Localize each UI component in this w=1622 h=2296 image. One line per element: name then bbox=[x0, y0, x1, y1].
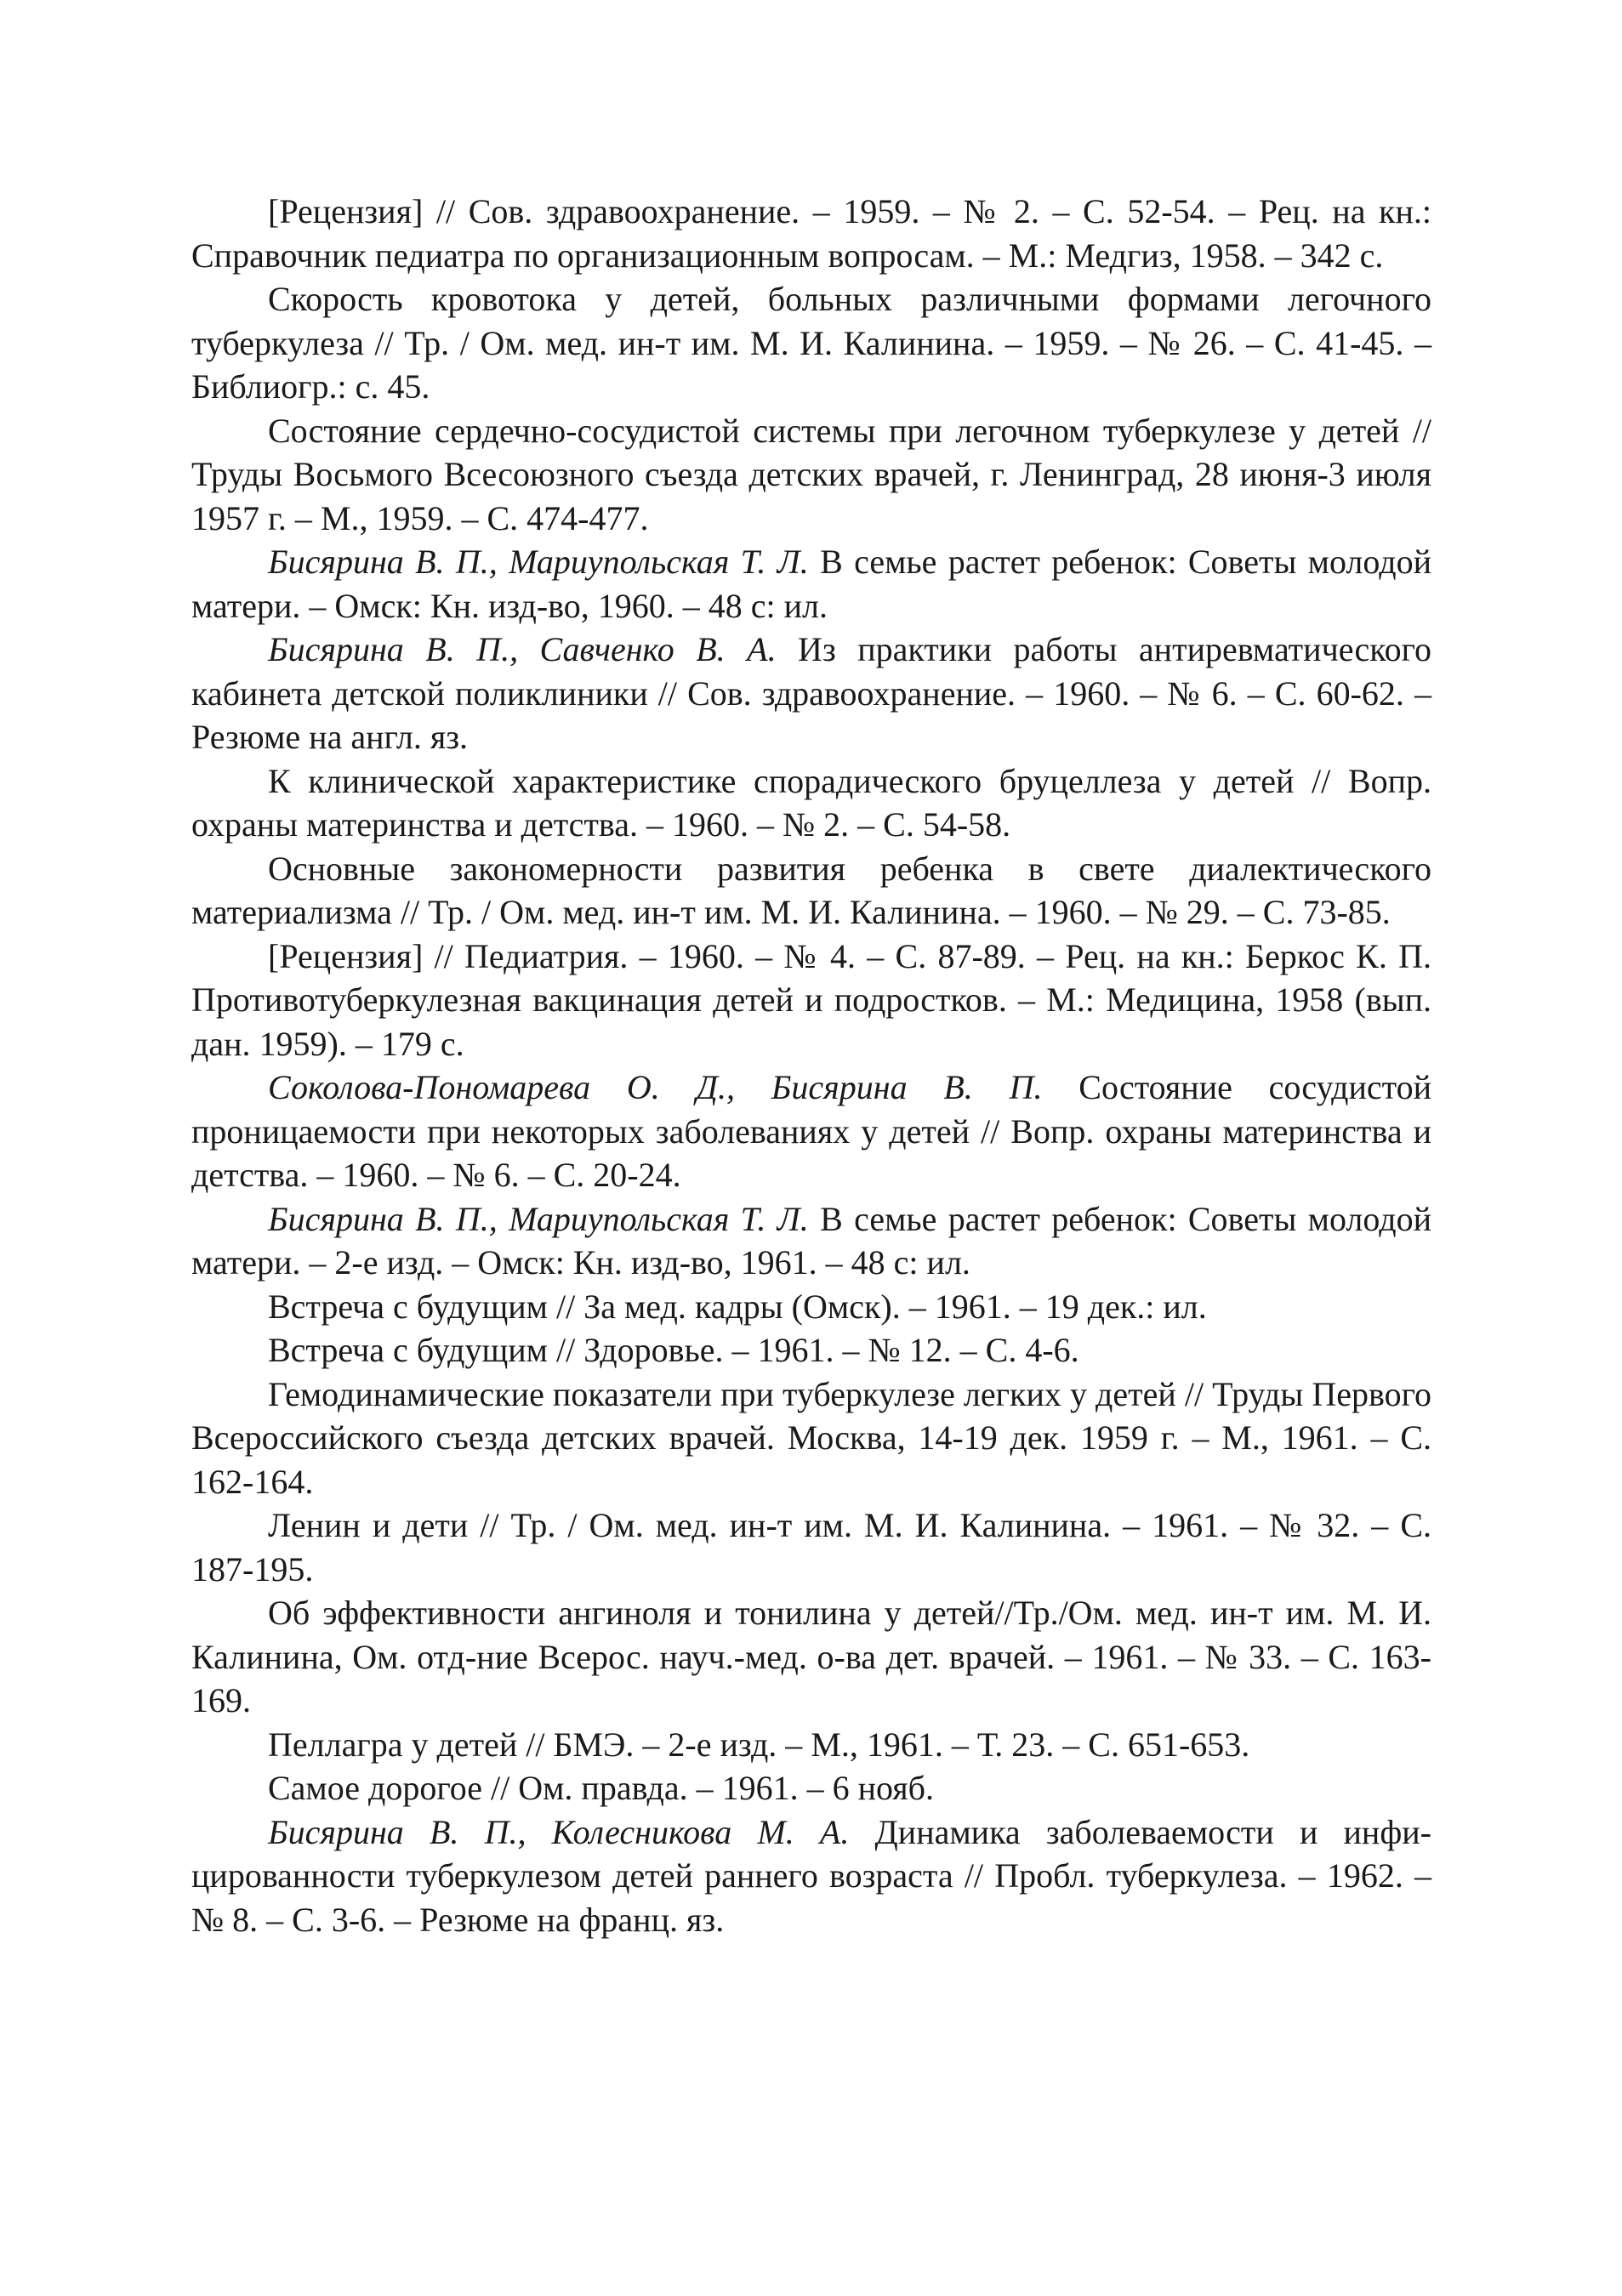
entry-text: Об эффективности ангиноля и тонилина у детей//Тр./Ом. мед. ин-т им. М. И. Калинина, Ом. отд-ние Всерос. науч.-мед. о-ва дет. врачей. – 1961. – № 33. – С. 163-169. bbox=[191, 1594, 1431, 1719]
entry-text: К клинической характеристике спорадического бруцеллеза у детей // Вопр. охраны материнства и детства. – 1960. – № 2. – С. 54-58. bbox=[191, 761, 1431, 844]
entry-text: В семье растет ребенок: Советы молодой матери. – 2-е изд. – Омск: Кн. изд-во, 1961. – 48 с: ил. bbox=[191, 1199, 1431, 1282]
bibliography-entry bbox=[191, 1723, 1431, 1767]
entry-authors: Бисярина В. П., Мариупольская Т. Л. bbox=[268, 543, 809, 581]
bibliography-entry bbox=[191, 1372, 1431, 1504]
bibliography-entry bbox=[191, 847, 1431, 935]
bibliography-entry bbox=[191, 1766, 1431, 1810]
entry-text: Встреча с будущим // За мед. кадры (Омск). – 1961. – 19 дек.: ил. bbox=[268, 1287, 1207, 1326]
entry-text: Основные закономерности развития ребенка в свете диалектического материализма // Тр. / Ом. мед. ин-т им. М. И. Калинина. – 1960. – № 29. – С. 73-85. bbox=[191, 849, 1431, 931]
entry-text: Встреча с будущим // Здоровье. – 1961. – № 12. – С. 4-6. bbox=[268, 1331, 1079, 1369]
entry-text: Пеллагра у детей // БМЭ. – 2-е изд. – М., 1961. – Т. 23. – С. 651-653. bbox=[268, 1725, 1250, 1764]
entry-text: Состояние сосудистой проницаемости при некоторых заболеваниях у детей // Вопр. охраны материнства и детства. – 1960. – № 6. – С. 20-24. bbox=[191, 1068, 1431, 1194]
entry-text: [Рецензия] // Сов. здравоохранение. – 1959. – № 2. – С. 52-54. – Рец. на кн.: Справочник педиатра по организационным вопросам. – М.: Медгиз, 1958. – 342 с. bbox=[191, 192, 1431, 275]
bibliography-entry bbox=[191, 935, 1431, 1066]
bibliography-entry bbox=[191, 1591, 1431, 1723]
entry-authors: Бисярина В. П., Савченко В. А. bbox=[268, 630, 777, 668]
entry-text: Ленин и дети // Тр. / Ом. мед. ин-т им. М. И. Калинина. – 1961. – № 32. – С. 187-195. bbox=[191, 1506, 1431, 1588]
entry-authors: Соколова-Пономарева О. Д., Бисярина В. П. bbox=[268, 1068, 1043, 1106]
bibliography-entry bbox=[191, 1066, 1431, 1197]
bibliography-entry bbox=[191, 1810, 1431, 1942]
bibliography-entry bbox=[191, 1328, 1431, 1372]
entry-text: Самое дорогое // Ом. правда. – 1961. – 6 нояб. bbox=[268, 1769, 934, 1807]
entry-text: Динамика заболеваемости и инфицированности туберкулезом детей раннего возраста // Пробл. туберкулеза. – 1962. – № 8. – С. 3-6. – Резюме на франц. яз. bbox=[191, 1812, 1431, 1939]
entry-text: Из практики работы антиревматического кабинета детской поликлиники // Сов. здравоохранение. – 1960. – № 6. – С. 60-62. – Резюме на англ. яз. bbox=[191, 630, 1432, 756]
bibliography-entry bbox=[191, 628, 1431, 759]
entry-text: Состояние сердечно-сосудистой системы при легочном туберкулезе у детей // Труды Восьмого Всесоюзного съезда детских врачей, г. Ленинград, 28 июня-3 июля 1957 г. – М., 1959. – С. 474-477. bbox=[191, 411, 1431, 537]
entry-text: [Рецензия] // Педиатрия. – 1960. – № 4. – С. 87-89. – Рец. на кн.: Беркос К. П. Противотуберкулезная вакцинация детей и подростков. – М.: Медицина, 1958 (вып. дан. 1959). – 179 с. bbox=[191, 936, 1431, 1063]
bibliography-entry bbox=[191, 1503, 1431, 1591]
bibliography-entry bbox=[191, 409, 1431, 541]
bibliography-page bbox=[191, 190, 1431, 1941]
bibliography-entry bbox=[191, 759, 1431, 847]
entry-text: В семье растет ребенок: Советы молодой матери. – Омск: Кн. изд-во, 1960. – 48 с: ил. bbox=[191, 543, 1431, 625]
entry-authors: Бисярина В. П., Мариупольская Т. Л. bbox=[268, 1199, 809, 1238]
bibliography-entry bbox=[191, 1285, 1431, 1329]
entry-text: Скорость кровотока у детей, больных различными формами легочного туберкулеза // Тр. / Ом. мед. ин-т им. М. И. Калинина. – 1959. – № 26. – С. 41-45. – Библиогр.: с. 45. bbox=[191, 280, 1431, 406]
entry-authors: Бисярина В. П., Колесникова М. А. bbox=[268, 1812, 850, 1851]
bibliography-entry bbox=[191, 190, 1431, 277]
bibliography-entry bbox=[191, 277, 1431, 409]
bibliography-entry bbox=[191, 540, 1431, 628]
bibliography-entry bbox=[191, 1197, 1431, 1285]
entry-text: Гемодинамические показатели при туберкулезе легких у детей // Труды Первого Всероссийского съезда детских врачей. Москва, 14-19 дек. 1959 г. – М., 1961. – С. 162-164. bbox=[191, 1374, 1431, 1501]
